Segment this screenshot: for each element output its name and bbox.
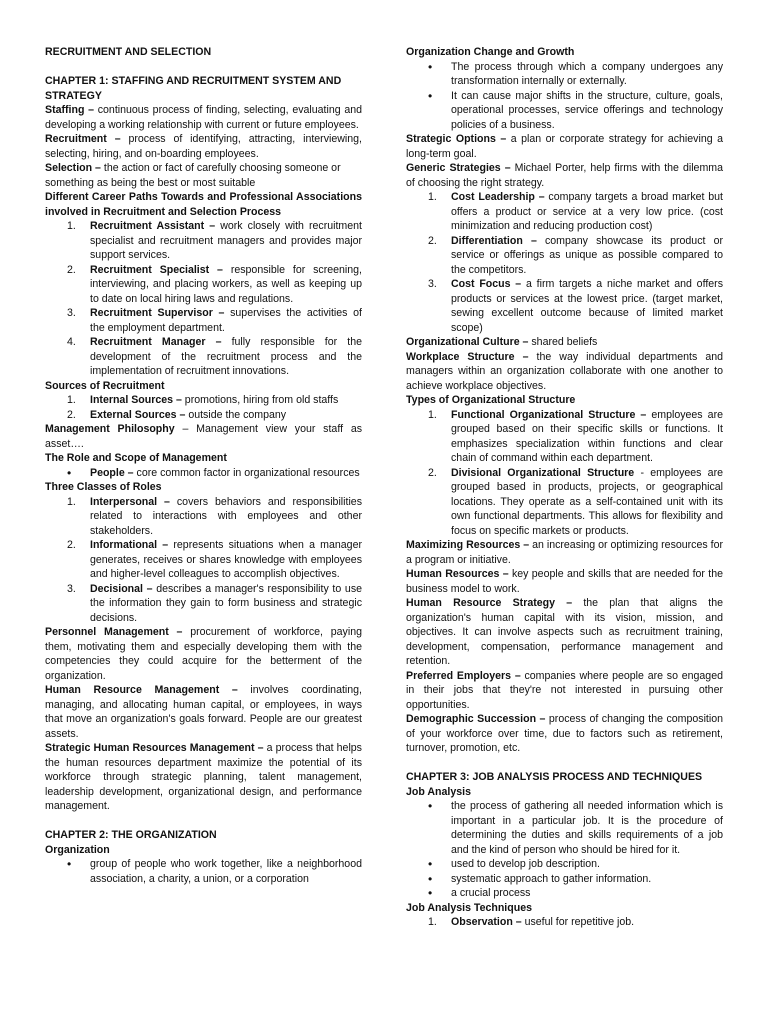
- definition-demographic-succession: Demographic Succession – process of changing the composition of your workforce over time, due to factors such as retirement, turnover, promotion, etc.: [406, 713, 724, 754]
- definition-staffing: Staffing – continuous process of finding, selecting, evaluating and developing a working relationship with current or future employees.: [45, 104, 362, 131]
- list-item: • the process of gathering all needed information which is important in a particular job. It is the procedure of determining the duties and skills requirements of a job and the kind of person who should be hired for it.: [428, 799, 723, 856]
- list-item: • used to develop job description.: [428, 857, 601, 871]
- list-item: 1. Internal Sources – promotions, hiring from old staffs: [67, 394, 339, 406]
- list-item: 3. Recruitment Supervisor – supervises the activities of the employment department.: [67, 307, 362, 334]
- definition-hrm: Human Resource Management – involves coordinating, managing, and allocating human capital, or employees, in ways that move an organization's goals forward. People are our greatest assets.: [45, 684, 362, 740]
- list-item: 1. Interpersonal – covers behaviors and responsibilities related to interactions with employees and other stakeholders.: [67, 495, 362, 537]
- definition-strategic-options: Strategic Options – a plan or corporate strategy for achieving a long-term goal.: [406, 133, 723, 160]
- org-change-heading: Organization Change and Growth: [406, 46, 575, 58]
- organization-list: [45, 857, 362, 886]
- right-column: [406, 45, 723, 930]
- definition-personnel-management: Personnel Management – procurement of workforce, paying them, motivating them and especially developing them with the competencies they could acquire for the betterment of the organization.: [45, 626, 362, 682]
- list-item: 2. Informational – represents situations when a manager generates, receives or shares knowledge with employees and higher-level colleagues to accomplish objectives.: [67, 539, 362, 580]
- three-classes-list: [45, 495, 362, 626]
- list-item: • systematic approach to gather information.: [428, 871, 652, 886]
- list-item: 2. Divisional Organizational Structure - employees are grouped based in products, projects, or geographical locations. They operate as a self-contained unit with its own functional departments. This allows for flexibility and focus on specific markets or products.: [428, 466, 723, 537]
- list-item: 1. Observation – useful for repetitive job.: [428, 916, 635, 928]
- role-scope-heading: The Role and Scope of Management: [45, 452, 227, 464]
- left-column: [45, 45, 362, 886]
- career-paths-list: [45, 219, 362, 379]
- document-title: RECRUITMENT AND SELECTION: [45, 46, 212, 58]
- list-item: 1. Functional Organizational Structure – employees are grouped based on their specific skills or functions. It emphasizes specialization within functions and clear chain of command within each department.: [428, 408, 723, 464]
- list-item: • The process through which a company undergoes any transformation internally or externally.: [428, 59, 723, 87]
- list-item: • group of people who work together, like a neighborhood association, a charity, a union, or a corporation: [67, 857, 362, 885]
- list-item: • a crucial process: [428, 886, 531, 900]
- org-structure-types-list: [406, 408, 723, 539]
- management-philosophy: Management Philosophy – Management view your staff as asset….: [45, 423, 363, 450]
- definition-preferred-employers: Preferred Employers – companies where people are so engaged in their jobs that they're not interested in pursuing other opportunities.: [406, 669, 723, 711]
- job-analysis-list: [406, 799, 723, 901]
- list-item: • It can cause major shifts in the structure, culture, goals, operational processes, service offerings and technology policies of a business.: [428, 88, 723, 131]
- org-structure-types-heading: Types of Organizational Structure: [406, 394, 576, 406]
- list-item: 3. Decisional – describes a manager's responsibility to use the information they gain to form business and strategic decisions.: [67, 582, 363, 624]
- definition-human-resources: Human Resources – key people and skills that are needed for the business model to work.: [406, 568, 723, 595]
- list-item: • People – core common factor in organizational resources: [67, 465, 360, 480]
- generic-strategies-list: [406, 190, 723, 335]
- chapter-1-title: CHAPTER 1: STAFFING AND RECRUITMENT SYSTEM AND STRATEGY: [45, 75, 342, 102]
- list-item: 1. Recruitment Assistant – work closely with recruitment specialist and recruitment managers and provides major support services.: [67, 220, 362, 261]
- job-analysis-heading: Job Analysis: [406, 785, 471, 798]
- list-item: 2. Recruitment Specialist – responsible for screening, interviewing, and placing workers, as well as keeping up to date on local hiring laws and regulations.: [67, 263, 362, 305]
- definition-recruitment: Recruitment – process of identifying, attracting, interviewing, selecting, hiring, and on-boarding employees.: [45, 133, 362, 160]
- definition-shrm: Strategic Human Resources Management – a process that helps the human resources department maximize the potential of its workforce through strategic planning, talent management, leadership development, organizational design, and performance management.: [45, 742, 362, 812]
- definition-hr-strategy: Human Resource Strategy – the plan that aligns the organization's human capital with its vision, mission, and objectives. It can involve aspects such as recruitment training, development, compensation, performance management and retention.: [406, 597, 723, 667]
- role-scope-list: [45, 466, 362, 481]
- definition-org-culture: Organizational Culture – shared beliefs: [406, 336, 598, 348]
- chapter-3-title: CHAPTER 3: JOB ANALYSIS PROCESS AND TECHNIQUES: [406, 771, 703, 783]
- list-item: 2. Differentiation – company showcase its product or service or offerings as unique as possible compared to the competitors.: [428, 234, 723, 276]
- chapter-2-title: CHAPTER 2: THE ORGANIZATION: [45, 829, 217, 841]
- sources-list: [45, 393, 362, 422]
- list-item: 3. Cost Focus – a firm targets a niche market and offers products or services at the lowest price. (target market, sewing excellent outcome because of limited market scope): [428, 278, 723, 334]
- list-item: 1. Cost Leadership – company targets a broad market but offers a product or service at a very low price. (cost minimization and reducing production cost): [428, 191, 724, 232]
- list-item: 4. Recruitment Manager – fully responsible for the development of the recruitment process and the implementation of recruitment innovations.: [67, 336, 363, 377]
- job-analysis-techniques-list: [406, 915, 723, 930]
- job-analysis-techniques-heading: Job Analysis Techniques: [406, 901, 532, 914]
- organization-heading: Organization: [45, 843, 110, 856]
- sources-heading: Sources of Recruitment: [45, 379, 165, 392]
- three-classes-heading: Three Classes of Roles: [45, 481, 162, 493]
- definition-generic-strategies: Generic Strategies – Michael Porter, help firms with the dilemma of choosing the right strategy.: [406, 162, 723, 189]
- definition-workplace-structure: Workplace Structure – the way individual departments and managers within an organization collaborate with one another to achieve workplace objectives.: [406, 350, 723, 392]
- definition-maximizing-resources: Maximizing Resources – an increasing or optimizing resources for a program or initiative.: [406, 539, 723, 566]
- definition-selection: Selection – the action or fact of carefully choosing someone or something as being the best or most suitable: [45, 162, 341, 189]
- career-paths-heading: Different Career Paths Towards and Professional Associations involved in Recruitment and Selection Process: [45, 191, 362, 218]
- org-change-list: [406, 60, 723, 133]
- list-item: 2. External Sources – outside the company: [67, 408, 287, 421]
